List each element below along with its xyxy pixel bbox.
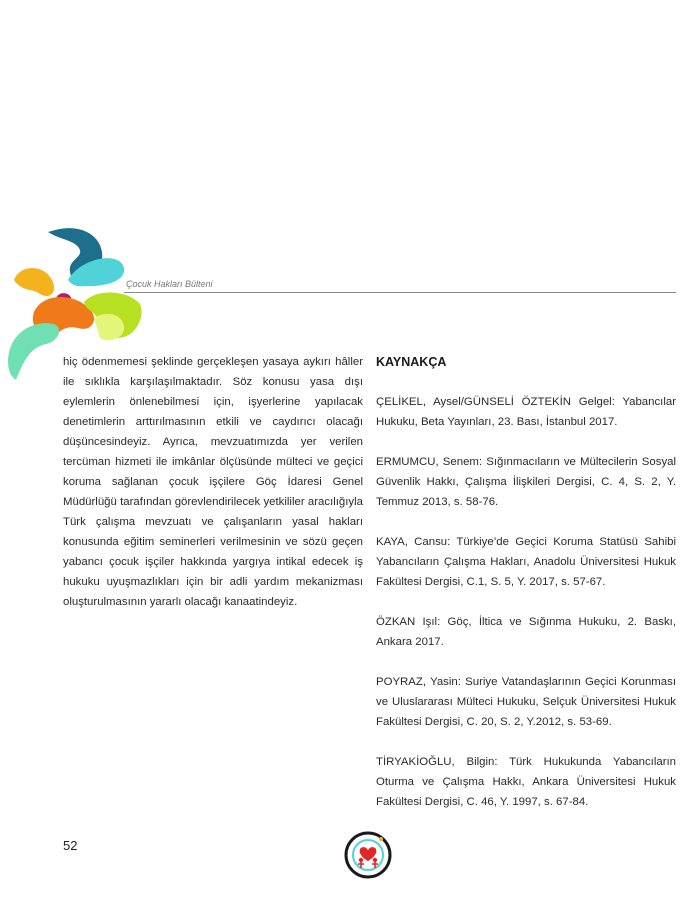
children-rights-logo [343,830,393,880]
reference-item: ÖZKAN Işıl: Göç, İltica ve Sığınma Hukuku, 2. Baskı, Ankara 2017. [376,616,676,648]
bulletin-title: Çocuk Hakları Bülteni [126,279,213,289]
page-number: 52 [63,838,78,853]
logo-figure-head-right [373,858,377,862]
references-column [376,352,676,832]
reference-item: KAYA, Cansu: Türkiye’de Geçici Koruma Statüsü Sahibi Yabancıların Çalışma Hakları, Anadolu Üniversitesi Hukuk Fakültesi Dergisi, C.1, S. 5, Y. 2017, s. 57-67. [376,536,676,588]
logo-accent-dot [379,837,383,841]
references-heading: KAYNAKÇA [376,355,447,369]
reference-item: TİRYAKİOĞLU, Bilgin: Türk Hukukunda Yabancıların Oturma ve Çalışma Hakkı, Ankara Üniversitesi Hukuk Fakültesi Dergisi, C. 46, Y. 1997, s. 67-84. [376,756,676,808]
swirl-petal-mint [8,323,59,380]
logo-figure-head-left [359,858,363,862]
swirl-petal-yellow [14,268,54,296]
body-paragraph: hiç ödenmemesi şeklinde gerçekleşen yasaya aykırı hâller ile sıklıkla karşılaşılmaktadır. Söz konusu yasa dışı eylemlerin önlenebilmesi için, işyerlerine yapılacak denetimlerin arttırılmasının etkili ve caydırıcı olacağı düşüncesindeyiz. Ayrıca, mevzuatımızda yer verilen tercüman hizmeti ile imkânlar ölçüsünde mülteci ve geçici koruma sağlanan çocuk işçilere Göç İdaresi Genel Müdürlüğü tarafından görevlendirilecek yetkililer aracılığıyla Türk çalışma mevzuatı ve çalışanların yasal hakları konusunda eğitim seminerleri verilmesinin ve sözü geçen yabancı çocuk işçiler hakkında yargıya intikal edecek iş hukuku uyuşmazlıkları için bir adli yardım mekanizması oluşturulmasının yararlı olacağı kanaatindeyiz. [63,356,363,608]
header-divider [124,292,676,293]
reference-item: ÇELİKEL, Aysel/GÜNSELİ ÖZTEKİN Gelgel: Yabancılar Hukuku, Beta Yayınları, 23. Bası, İstanbul 2017. [376,396,676,428]
body-column [63,352,363,612]
reference-item: POYRAZ, Yasin: Suriye Vatandaşlarının Geçici Korunması ve Uluslararası Mülteci Hukuku, Selçuk Üniversitesi Hukuk Fakültesi Dergisi, C. 20, S. 2, Y.2012, s. 53-69. [376,676,676,728]
reference-item: ERMUMCU, Senem: Sığınmacıların ve Mültecilerin Sosyal Güvenlik Hakkı, Çalışma İlişkileri Dergisi, C. 4, S. 2, Y. Temmuz 2013, s. 58-76. [376,456,676,508]
